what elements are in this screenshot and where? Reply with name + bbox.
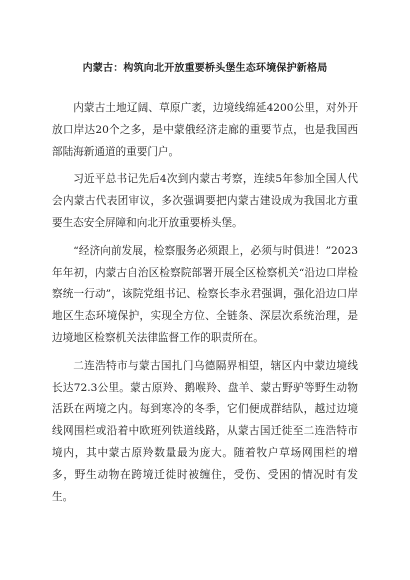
paragraph-4: 二连浩特市与蒙古国扎门乌德隔界相望，辖区内中蒙边境线长达72.3公里。蒙古原羚、鹅喉羚、盘羊、蒙古野驴等野生动物活跃在两境之内。每到寒冷的冬季，它们便成群结队，越过边境线网围栏或沿着中欧班列铁道线路，从蒙古国迁徙至二连浩特市境内，其中蒙古原羚数量最为庞大。随着牧户草场网围栏的增多，野生动物在跨境迁徙时被缠住，受伤、受困的情况时有发生。	[52, 359, 358, 503]
paragraph-3: “经济向前发展，检察服务必须跟上，必须与时俱进！”2023年年初，内蒙古自治区检察院部署开展全区检察机关“沿边口岸检察统一行动”，该院党组书记、检察长李永君强调，强化沿边口岸地区生态环境保护，实现全方位、全链条、深层次系统治理，是边境地区检察机关法律监督工作的职责所在。	[52, 244, 358, 344]
paragraph-1: 内蒙古土地辽阔、草原广袤，边境线绵延4200公里，对外开放口岸达20个之多，是中蒙俄经济走廊的重要节点，也是我国西部陆海新通道的重要门户。	[52, 102, 358, 158]
article-title: 内蒙古：构筑向北开放重要桥头堡生态环境保护新格局	[82, 63, 328, 74]
paragraph-2: 习近平总书记先后4次到内蒙古考察，连续5年参加全国人代会内蒙古代表团审议，多次强调要把内蒙古建设成为我国北方重要生态安全屏障和向北开放重要桥头堡。	[52, 173, 358, 229]
